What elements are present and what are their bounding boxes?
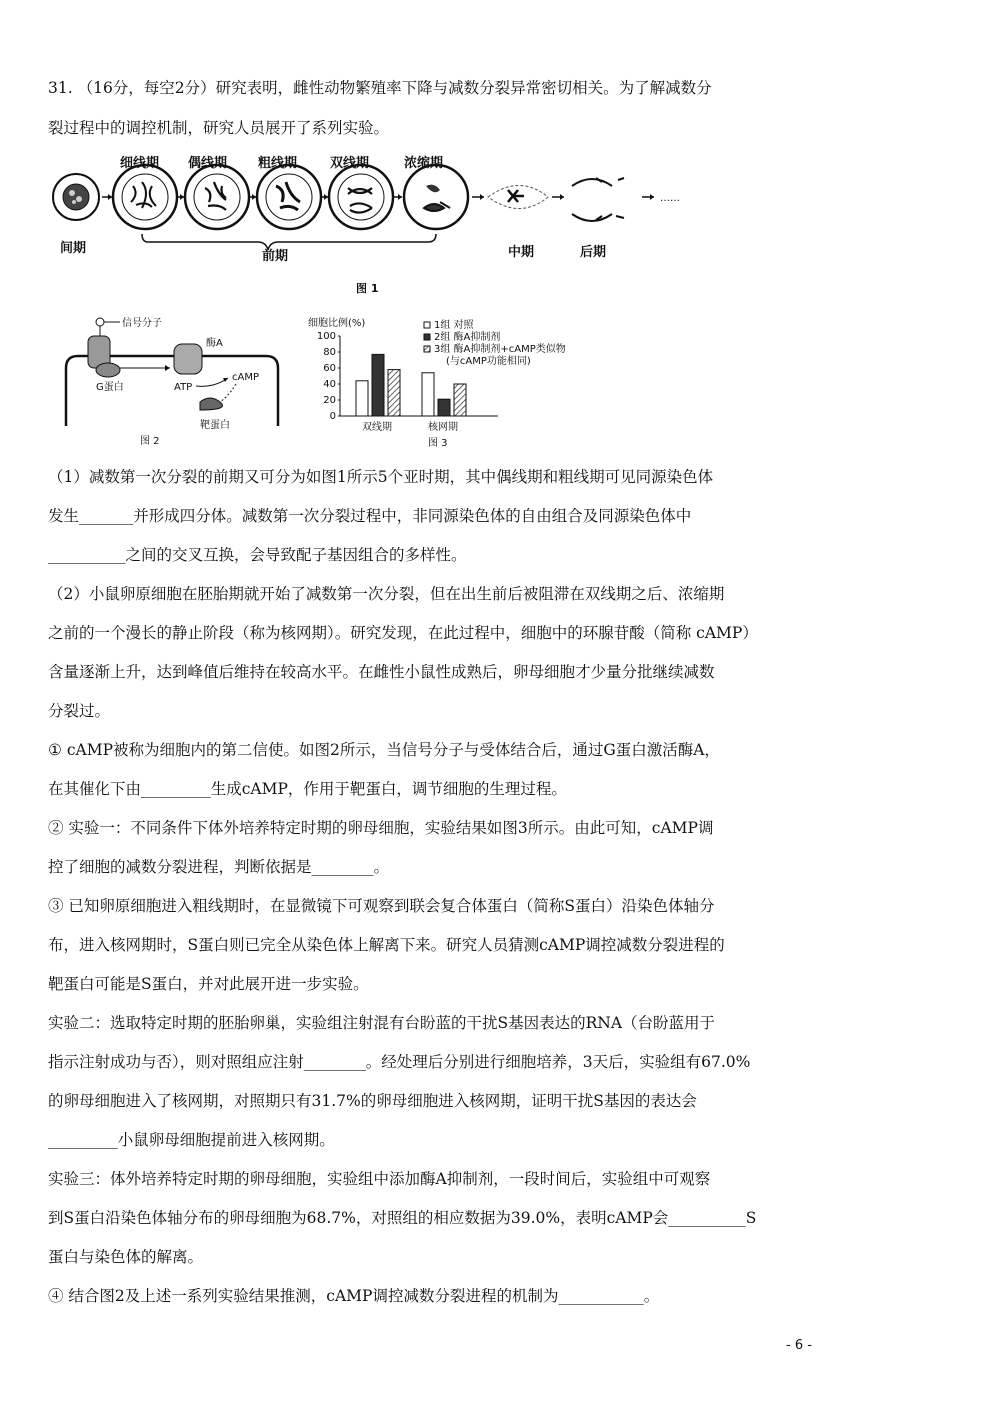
prophase-bracket	[142, 234, 436, 250]
legend-item-2: 2组 酶A抑制剂	[434, 332, 501, 343]
paragraph-1-line-2: 发生_______并形成四分体。减数第一次分裂过程中，非同源染色体的自由组合及同源染色体中	[48, 507, 692, 525]
signal-molecule-label: 信号分子	[122, 318, 162, 329]
legend-item-1: 1组 对照	[434, 320, 474, 331]
bar-2-group-2	[438, 399, 450, 416]
stage-label-leptotene: 细线期	[120, 156, 160, 171]
sub-question-3-line-1: ③ 已知卵原细胞进入粗线期时，在显微镜下可观察到联会复合体蛋白（简称S蛋白）沿染色体轴分	[48, 897, 715, 915]
bar-1-group-3	[388, 370, 400, 416]
stage-label-prophase: 前期	[262, 249, 289, 264]
legend-item-3-note: (与cAMP功能相同)	[446, 356, 531, 367]
stage-label-interphase: 间期	[60, 241, 87, 256]
legend-swatch-1	[424, 322, 430, 328]
bar-1-group-2	[372, 354, 384, 416]
paragraph-2-line-4: 分裂过。	[48, 702, 111, 720]
sub-question-3-line-2: 布，进入核网期时，S蛋白则已完全从染色体上解离下来。研究人员猜测cAMP调控减数分裂进程的	[48, 936, 725, 954]
page-number: - 6 -	[786, 1338, 812, 1353]
y-tick-label: 40	[323, 379, 336, 390]
ellipsis: ……	[660, 193, 680, 204]
signal-molecule-icon	[96, 318, 104, 326]
paragraph-2-line-2: 之前的一个漫长的静止阶段（称为核网期）。研究发现，在此过程中，细胞中的环腺苷酸（简称 cAMP）	[48, 624, 758, 642]
question-line-2: 裂过程中的调控机制，研究人员展开了系列实验。	[48, 119, 390, 137]
experiment-2-line-3: 的卵母细胞进入了核网期，对照期只有31.7%的卵母细胞进入核网期，证明干扰S基因的表达会	[48, 1092, 697, 1110]
figure-3-caption: 图 3	[428, 438, 448, 449]
enzyme-a-label: 酶A	[206, 338, 223, 349]
target-protein-icon	[200, 398, 223, 410]
legend-swatch-3	[424, 346, 430, 352]
paragraph-1-line-3: __________之间的交叉互换，会导致配子基因组合的多样性。	[48, 546, 467, 564]
experiment-3-line-1: 实验三：体外培养特定时期的卵母细胞，实验组中添加酶A抑制剂，一段时间后，实验组中可观察	[48, 1170, 711, 1188]
y-axis-label: 细胞比例(%)	[308, 318, 366, 329]
bar-1-group-1	[356, 381, 368, 416]
paragraph-2-line-1: （2）小鼠卵原细胞在胚胎期就开始了减数第一次分裂，但在出生前后被阻滞在双线期之后、浓缩期	[48, 585, 725, 603]
figure-1-caption: 图 1	[356, 282, 379, 295]
figure-1-meiosis-stages	[48, 150, 768, 300]
stage-label-diakinesis: 浓缩期	[404, 156, 444, 171]
legend-swatch-2	[424, 334, 430, 340]
experiment-2-line-1: 实验二：选取特定时期的胚胎卵巢，实验组注射混有台盼蓝的干扰S基因表达的RNA（台盼蓝用于	[48, 1014, 716, 1032]
sub-question-1-line-2: 在其催化下由_________生成cAMP，作用于靶蛋白，调节细胞的生理过程。	[48, 780, 567, 798]
experiment-3-line-3: 蛋白与染色体的解离。	[48, 1248, 204, 1266]
experiment-2-line-2: 指示注射成功与否），则对照组应注射________。经处理后分别进行细胞培养，3天后，实验组有67.0%	[48, 1053, 751, 1071]
pachytene-cell	[257, 165, 321, 229]
y-tick-label: 0	[329, 411, 336, 422]
bar-2-group-3	[454, 384, 466, 416]
stage-label-diplotene: 双线期	[330, 156, 370, 171]
camp-label: cAMP	[232, 372, 259, 383]
y-tick-label: 100	[316, 331, 336, 342]
sub-question-2-line-2: 控了细胞的减数分裂进程，判断依据是________。	[48, 858, 390, 876]
paragraph-2-line-3: 含量逐渐上升，达到峰值后维持在较高水平。在雌性小鼠性成熟后，卵母细胞才少量分批继续减数	[48, 663, 715, 681]
figure-2-caption: 图 2	[140, 436, 160, 447]
category-label-dictyate: 核网期	[428, 422, 458, 433]
figure-3-bar-chart	[300, 310, 820, 450]
question-line-1: 31. （16分，每空2分）研究表明，雌性动物繁殖率下降与减数分裂异常密切相关。为了解减数分	[48, 79, 712, 97]
leptotene-cell	[113, 165, 177, 229]
stage-label-pachytene: 粗线期	[258, 156, 298, 171]
legend-item-3: 3组 酶A抑制剂+cAMP类似物	[434, 344, 566, 355]
sub-question-4: ④ 结合图2及上述一系列实验结果推测，cAMP调控减数分裂进程的机制为___________。	[48, 1287, 660, 1305]
zygotene-cell	[185, 165, 249, 229]
enzyme-a-icon	[174, 344, 202, 374]
atp-label: ATP	[174, 382, 193, 393]
stage-label-zygotene: 偶线期	[188, 156, 228, 171]
sub-question-2-line-1: ② 实验一：不同条件下体外培养特定时期的卵母细胞，实验结果如图3所示。由此可知，cAMP调	[48, 819, 714, 837]
g-protein-label: G蛋白	[96, 382, 124, 393]
diplotene-cell	[329, 165, 393, 229]
target-protein-label: 靶蛋白	[200, 420, 230, 431]
experiment-3-line-2: 到S蛋白沿染色体轴分布的卵母细胞为68.7%，对照组的相应数据为39.0%，表明cAMP会__________S	[48, 1209, 757, 1227]
y-tick-label: 60	[323, 363, 336, 374]
diakinesis-cell	[404, 165, 468, 229]
category-label-diplotene: 双线期	[362, 422, 392, 433]
g-protein-icon	[96, 363, 120, 377]
interphase-cell	[53, 174, 99, 220]
sub-question-3-line-3: 靶蛋白可能是S蛋白，并对此展开进一步实验。	[48, 975, 369, 993]
y-axis-ticks	[317, 331, 340, 422]
bar-2-group-1	[422, 373, 434, 416]
stage-label-metaphase: 中期	[508, 245, 535, 260]
experiment-2-line-4: _________小鼠卵母细胞提前进入核网期。	[48, 1131, 335, 1149]
sub-question-1-line-1: ① cAMP被称为细胞内的第二信使。如图2所示，当信号分子与受体结合后，通过G蛋白激活酶A，	[48, 741, 720, 759]
stage-label-anaphase: 后期	[580, 245, 607, 260]
paragraph-1-line-1: （1）减数第一次分裂的前期又可分为如图1所示5个亚时期，其中偶线期和粗线期可见同源染色体	[48, 468, 714, 486]
y-tick-label: 80	[323, 347, 336, 358]
metaphase-spindle	[488, 186, 548, 209]
y-tick-label: 20	[323, 395, 336, 406]
figure-2-signal-pathway	[56, 308, 282, 450]
anaphase-spindle	[572, 178, 624, 221]
